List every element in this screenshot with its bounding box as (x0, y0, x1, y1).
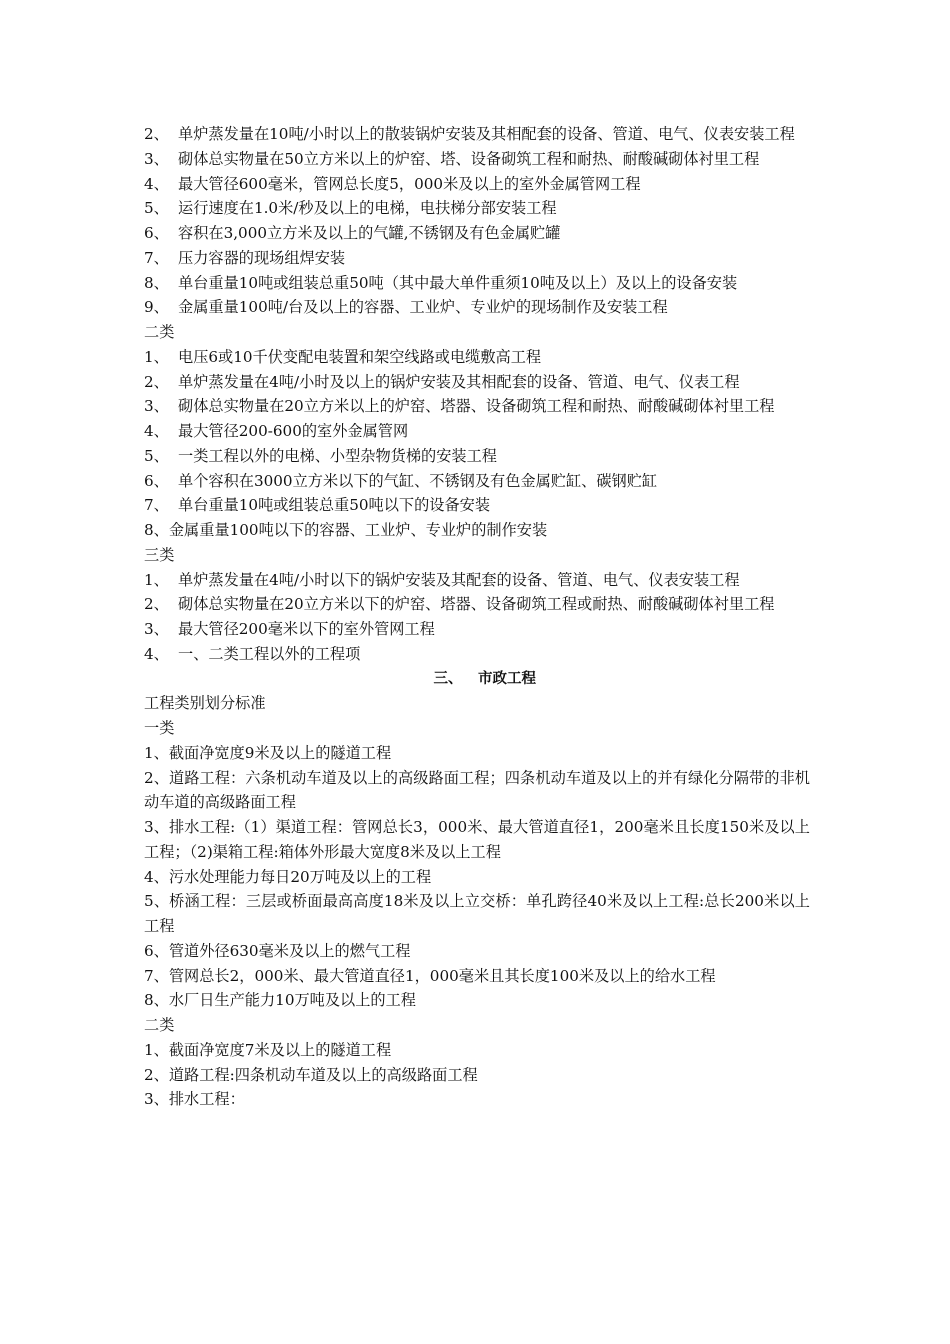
item-number: 6、 (144, 224, 169, 242)
item-number: 3、 (144, 620, 169, 638)
class2-label: 二类 (144, 323, 175, 341)
list-item (144, 568, 810, 593)
item-text: 单台重量10吨或组装总重50吨（其中最大单件重须10吨及以上）及以上的设备安装 (178, 273, 738, 292)
section-heading (144, 667, 810, 692)
list-item (144, 345, 810, 370)
list-item: 8、金属重量100吨以下的容器、工业炉、专业炉的制作安装 (144, 521, 548, 539)
item-number: 3、 (144, 397, 169, 416)
item-number: 1、 (144, 347, 169, 366)
item-number: 4、 (144, 644, 169, 663)
item-text: 砌体总实物量在50立方米以上的炉窑、塔、设备砌筑工程和耐热、耐酸碱砌体衬里工程 (178, 149, 760, 168)
municipal-class1-list (144, 741, 810, 1013)
item-text: 砌体总实物量在20立方米以下的炉窑、塔器、设备砌筑工程或耐热、耐酸碱砌体衬里工程 (178, 595, 775, 614)
list-item (144, 617, 810, 642)
list-item (144, 592, 810, 617)
list-item (144, 196, 810, 221)
item-number: 1、 (144, 570, 169, 589)
item-number: 5、 (144, 199, 169, 218)
item-text: 单炉蒸发量在10吨/小时以上的散装锅炉安装及其相配套的设备、管道、电气、仪表安装工程 (178, 125, 795, 143)
install-class3-list (144, 568, 810, 667)
municipal-class2-label: 二类 (144, 1016, 175, 1034)
list-item (144, 444, 810, 469)
document-page (144, 122, 810, 1112)
section-title: 市政工程 (478, 670, 536, 687)
item-number: 2、 (144, 595, 169, 614)
municipal-class1-label: 一类 (144, 719, 175, 737)
list-item (144, 370, 810, 395)
list-item (144, 419, 810, 444)
item-text: 单个容积在3000立方米以下的气缸、不锈钢及有色金属贮缸、碳钢贮缸 (178, 471, 658, 490)
item-text: 最大管径200毫米以下的室外管网工程 (178, 620, 435, 638)
list-item (144, 246, 810, 271)
list-item (144, 642, 810, 667)
list-item (144, 295, 810, 320)
item-number: 4、 (144, 174, 169, 193)
list-item (144, 122, 810, 147)
list-item: 7、管网总长2，000米、最大管道直径1，000毫米且其长度100米及以上的给水工程 (144, 966, 716, 985)
list-item: 1、截面净宽度9米及以上的隧道工程 (144, 743, 392, 762)
item-number: 5、 (144, 446, 169, 465)
item-text: 运行速度在1.0米/秒及以上的电梯，电扶梯分部安装工程 (178, 199, 557, 218)
item-text: 一、二类工程以外的工程项 (178, 644, 361, 663)
item-text: 单炉蒸发量在4吨/小时以下的锅炉安装及其配套的设备、管道、电气、仪表安装工程 (178, 570, 740, 589)
item-text: 金属重量100吨/台及以上的容器、工业炉、专业炉的现场制作及安装工程 (178, 298, 668, 317)
list-item: 2、道路工程：六条机动车道及以上的高级路面工程；四条机动车道及以上的并有绿化分隔带的非机动车道的高级路面工程 (144, 768, 810, 812)
install-class2-list (144, 345, 810, 543)
item-number: 2、 (144, 125, 169, 143)
list-item (144, 271, 810, 296)
item-number: 4、 (144, 422, 169, 440)
item-text: 单台重量10吨或组装总重50吨以下的设备安装 (178, 496, 491, 515)
item-number: 3、 (144, 149, 169, 168)
item-text: 单炉蒸发量在4吨/小时及以上的锅炉安装及其相配套的设备、管道、电气、仪表工程 (178, 372, 740, 391)
list-item: 5、桥涵工程：三层或桥面最高高度18米及以上立交桥：单孔跨径40米及以上工程:总长200米以上工程 (144, 892, 810, 935)
section-number: 三、 (433, 670, 463, 687)
item-text: 最大管径200-600的室外金属管网 (178, 422, 409, 440)
list-item: 6、管道外径630毫米及以上的燃气工程 (144, 941, 411, 960)
list-item (144, 221, 810, 246)
list-item: 3、排水工程:（1）渠道工程：管网总长3，000米、最大管道直径1，200毫米且长度150米及以上工程；（2)渠箱工程:箱体外形最大宽度8米及以上工程 (144, 818, 810, 861)
municipal-class2-list (144, 1038, 810, 1112)
item-number: 7、 (144, 248, 169, 267)
list-item (144, 469, 810, 494)
install-class1-list (144, 122, 810, 320)
list-item: 1、截面净宽度7米及以上的隧道工程 (144, 1040, 392, 1059)
list-item (144, 172, 810, 197)
standard-label: 工程类别划分标准 (144, 694, 266, 713)
item-number: 9、 (144, 298, 169, 317)
item-text: 电压6或10千伏变配电装置和架空线路或电缆敷高工程 (178, 347, 542, 366)
list-item (144, 394, 810, 419)
list-item: 2、道路工程:四条机动车道及以上的高级路面工程 (144, 1065, 478, 1084)
item-text: 压力容器的现场组焊安装 (178, 248, 346, 267)
list-item (144, 147, 810, 172)
item-text: 砌体总实物量在20立方米以上的炉窑、塔器、设备砌筑工程和耐热、耐酸碱砌体衬里工程 (178, 397, 775, 416)
item-text: 容积在3,000立方米及以上的气罐,不锈钢及有色金属贮罐 (178, 224, 561, 242)
item-text: 一类工程以外的电梯、小型杂物货梯的安装工程 (178, 446, 497, 465)
list-item (144, 493, 810, 518)
class3-label: 三类 (144, 545, 175, 564)
item-text: 最大管径600毫米，管网总长度5，000米及以上的室外金属管网工程 (178, 174, 641, 193)
item-number: 7、 (144, 496, 169, 515)
list-item: 3、排水工程： (144, 1090, 245, 1109)
item-number: 6、 (144, 471, 169, 490)
list-item: 8、水厂日生产能力10万吨及以上的工程 (144, 991, 416, 1010)
item-number: 8、 (144, 273, 169, 292)
item-number: 2、 (144, 372, 169, 391)
list-item: 4、污水处理能力每日20万吨及以上的工程 (144, 867, 432, 886)
